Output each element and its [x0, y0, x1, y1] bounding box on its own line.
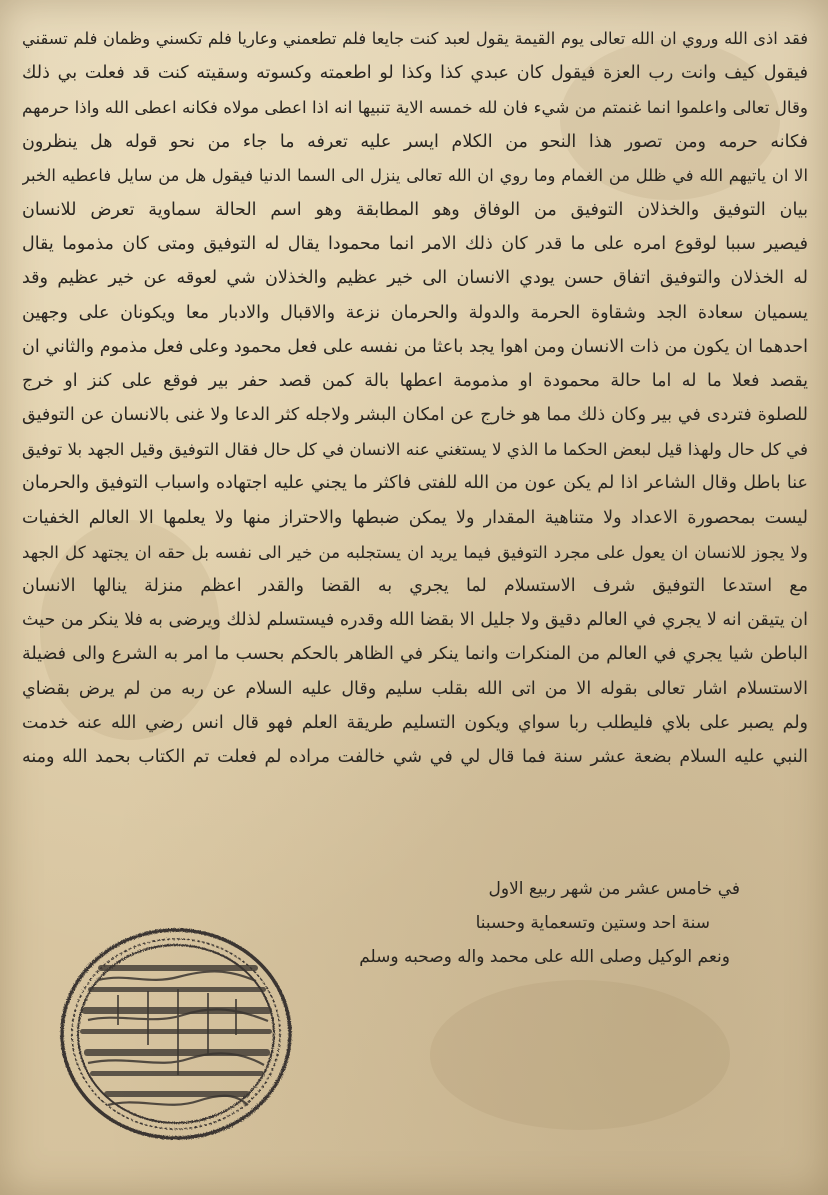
text-line: مع استدعا التوفيق شرف الاستسلام لما يجري به القضا والقدر اعظم منزلة ينالها الانسان	[22, 576, 808, 596]
text-line: الباطن شيا يجري في العالم من المنكرات وانما ينكر في الظاهر بالحكم بحسب ما امر به الشرع والى فضيلة	[22, 644, 808, 665]
main-text-block	[22, 22, 808, 774]
text-line: له الخذلان والتوفيق اتفاق حسن يودي الانسان الى خير عظيم والخذلان شي لعوقه عن خير عظيم وقد	[22, 268, 808, 289]
text-line: النبي عليه السلام بضعة عشر سنة فما قال لي في شي خالفت مراده لم فعلت تم الكتاب بحمد الله ومنه	[22, 746, 808, 767]
text-line: ليست بمحصورة الاعداد ولا متناهية المقدار ولا يمكن ضبطها والاحتراز منها ولا يعلمها الا العالم الخفيات	[22, 507, 808, 528]
seal-graphic	[58, 925, 294, 1143]
text-line: فيصير سببا لوقوع امره على ما قدر كان ذلك الامر انما محمودا يقال له التوفيق ومتى كان مذموما يقال	[22, 234, 808, 255]
text-line: ولا يجوز للانسان ان يعول على مجرد التوفيق فيما يريد ان يستجلبه من خير الى نفسه بل حقه ان يجتهد كل الجهد	[22, 541, 808, 562]
text-line: يقصد فعلا ما له اما حالة محمودة او مذمومة اعطها بالة كمن قصد حفر بير فوقع على كنز او خرج	[22, 370, 808, 391]
text-line: فقد اذى الله وروي ان الله تعالى يوم القيمة يقول لعبد كنت جايعا فلم تطعمني وعاريا فلم تكسني وظمان فلم تسقني	[22, 29, 808, 48]
colophon-line: في خامس عشر من شهر ربيع الاول	[488, 879, 740, 899]
colophon-line: ونعم الوكيل وصلى الله على محمد واله وصحبه وسلم	[359, 947, 730, 967]
text-line: ان يتيقن انه لا يجري في العالم دقيق ولا جليل الا بقضا الله وقدره فيستسلم لذلك ويرضى به فلا ينكر من حيث	[22, 610, 808, 631]
text-line: بيان التوفيق والخذلان التوفيق من الوفاق وهو المطابقة وهو اسم الحالة سماوية تعرض للانسان	[22, 199, 808, 220]
text-line: الاستسلام اشار تعالى بقوله الا من اتى الله بقلب سليم وقال عليه السلام عن ربه من لم يرض بقضاي	[22, 678, 808, 699]
text-line: فكانه حرمه ومن تصور هذا النحو من الكلام ايسر عليه تعرفه ما جاء من نحو قوله هل ينظرون	[22, 131, 808, 152]
text-line: احدهما ان يكون من ذات الانسان ومن اهوا يجد باعثا من نفسه على فعل محمود وعلى فعل مذموم والثاني ان	[22, 336, 808, 357]
colophon	[300, 872, 740, 974]
text-line: يسميان سعادة الجد وشقاوة الحرمة والدولة والحرمان نزعة والاقبال والادبار معا ويكونان على وجهين	[22, 302, 808, 323]
ink-seal-stamp	[58, 925, 294, 1143]
paper-stain	[430, 980, 730, 1130]
text-line: في كل حال ولهذا قيل لبعض الحكما ما الذي لا يستغني عنه الانسان في كل حال فقال التوفيق وقيل الجهد بلا توفيق	[22, 439, 808, 460]
text-line: الا ان ياتيهم الله في ظلل من الغمام وما روي ان الله تعالى ينزل الى السما الدنيا فيقول هل من سايل فاعطيه الخبر	[22, 165, 808, 185]
text-line: فيقول كيف وانت رب العزة فيقول كان عبدي كذا وكذا لو اطعمته وكسوته وسقيته كنت قد فعلت بي ذلك	[22, 63, 808, 84]
text-line: ولم يصبر على بلاي فليطلب ربا سواي ويكون التسليم طريقة العلم فهو قال انس رضي الله عنه خدمت	[22, 712, 808, 733]
text-line: للصلوة فتردى في بير وكان ذلك مما هو خارج عن امكان البشر ولاجله كثر الدعا ولا غنى بالانسان عن التوفيق	[22, 405, 808, 426]
text-line: وقال تعالى واعلموا انما غنمتم من شيء فان لله خمسه الاية تنبيها انه اذا اعطى مولاه فكانه اعطى الله واذا حرمهم	[22, 97, 808, 118]
text-line: عنا باطل وقال الشاعر اذا لم يكن عون من الله للفتى فاكثر ما يجني عليه اجتهاده واسباب التوفيق والحرمان	[22, 473, 808, 494]
colophon-line: سنة احد وستين وتسعماية وحسبنا	[475, 913, 710, 933]
